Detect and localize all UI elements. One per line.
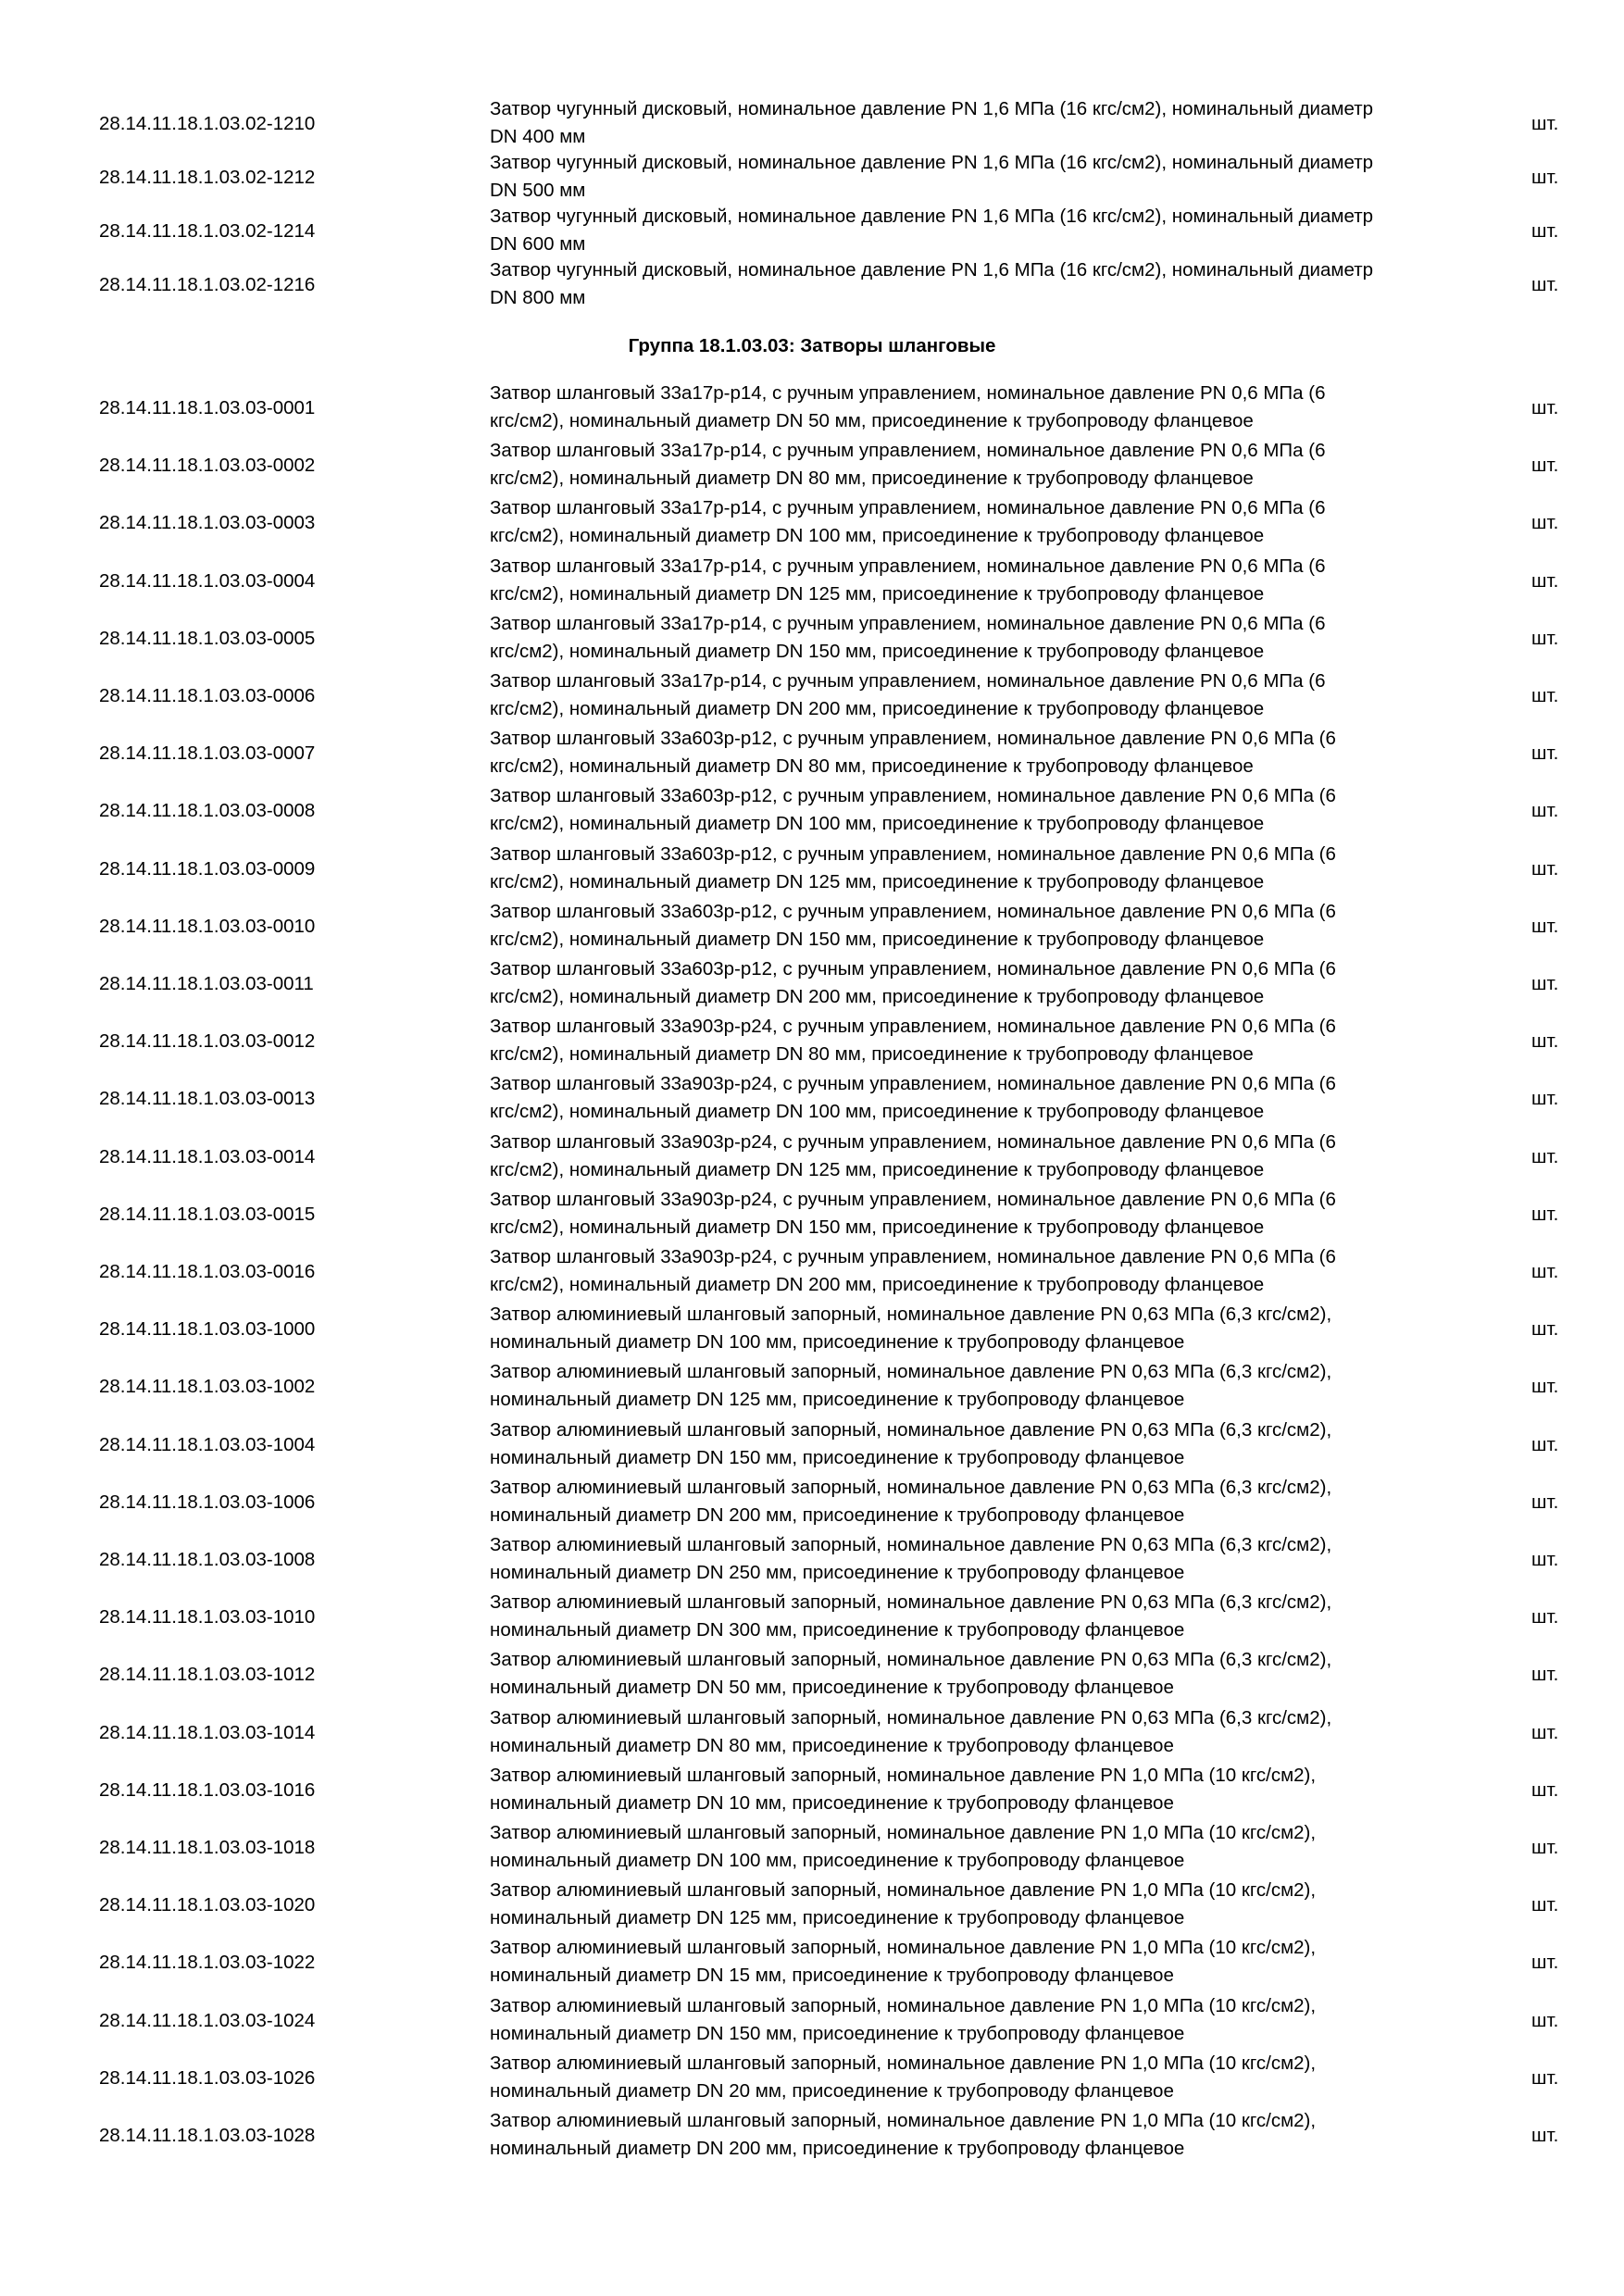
description-line-2: кгс/см2), номинальный диаметр DN 80 мм, присоединение к трубопроводу фланцевое — [490, 755, 1254, 778]
unit-of-measure: шт. — [1531, 1376, 1559, 1398]
description-line-1: Затвор шланговый 33а603р-р12, с ручным управлением, номинальное давление PN 0,6 МПа (6 — [490, 785, 1336, 807]
unit-of-measure: шт. — [1531, 569, 1559, 592]
unit-of-measure: шт. — [1531, 1261, 1559, 1282]
unit-of-measure: шт. — [1531, 1145, 1559, 1167]
resource-code: 28.14.11.18.1.03.03-0013 — [99, 1088, 316, 1110]
unit-of-measure: шт. — [1531, 113, 1559, 134]
unit-of-measure: шт. — [1531, 1030, 1559, 1053]
description-line-2: кгс/см2), номинальный диаметр DN 150 мм, присоединение к трубопроводу фланцевое — [490, 928, 1265, 950]
resource-code: 28.14.11.18.1.03.03-0008 — [99, 800, 316, 822]
resource-code: 28.14.11.18.1.03.03-0014 — [99, 1145, 316, 1167]
description-line-1: Затвор чугунный дисковый, номинальное давление PN 1,6 МПа (16 кгс/см2), номинальный диаметр — [490, 259, 1374, 281]
description-line-1: Затвор алюминиевый шланговый запорный, номинальное давление PN 0,63 МПа (6,3 кгс/см2), — [490, 1534, 1332, 1555]
resource-code: 28.14.11.18.1.03.03-0016 — [99, 1261, 316, 1282]
table-row — [0, 1877, 1624, 1934]
table-row — [0, 1243, 1624, 1301]
resource-code: 28.14.11.18.1.03.03-1016 — [99, 1778, 316, 1801]
unit-of-measure: шт. — [1531, 1549, 1559, 1570]
description-line-2: кгс/см2), номинальный диаметр DN 100 мм, присоединение к трубопроводу фланцевое — [490, 525, 1265, 547]
description-line-2: кгс/см2), номинальный диаметр DN 125 мм, присоединение к трубопроводу фланцевое — [490, 1158, 1265, 1180]
description-line-1: Затвор чугунный дисковый, номинальное давление PN 1,6 МПа (16 кгс/см2), номинальный диаметр — [490, 206, 1374, 227]
resource-code: 28.14.11.18.1.03.02-1214 — [99, 220, 316, 242]
description-line-1: Затвор шланговый 33а17р-р14, с ручным управлением, номинальное давление PN 0,6 МПа (6 — [490, 612, 1326, 634]
unit-of-measure: шт. — [1531, 1837, 1559, 1858]
description-line-2: номинальный диаметр DN 15 мм, присоединение к трубопроводу фланцевое — [490, 1965, 1174, 1987]
resource-description — [490, 782, 1434, 840]
description-line-2: кгс/см2), номинальный диаметр DN 125 мм, присоединение к трубопроводу фланцевое — [490, 870, 1265, 892]
resource-code: 28.14.11.18.1.03.02-1212 — [99, 167, 316, 188]
description-line-1: Затвор шланговый 33а603р-р12, с ручным управлением, номинальное давление PN 0,6 МПа (6 — [490, 728, 1336, 750]
resource-description — [490, 1186, 1434, 1243]
description-line-1: Затвор алюминиевый шланговый запорный, номинальное давление PN 1,0 МПа (10 кгс/см2), — [490, 2110, 1317, 2131]
description-line-1: Затвор алюминиевый шланговый запорный, номинальное давление PN 0,63 МПа (6,3 кгс/см2), — [490, 1649, 1332, 1671]
description-line-2: номинальный диаметр DN 200 мм, присоединение к трубопроводу фланцевое — [490, 2138, 1185, 2159]
table-row — [0, 1992, 1624, 2050]
resource-code: 28.14.11.18.1.03.03-1004 — [99, 1433, 316, 1455]
resource-description — [490, 1934, 1434, 1991]
resource-description — [490, 1819, 1434, 1877]
table-row — [0, 841, 1624, 898]
description-line-1: Затвор чугунный дисковый, номинальное давление PN 1,6 МПа (16 кгс/см2), номинальный диаметр — [490, 98, 1374, 119]
unit-of-measure: шт. — [1531, 455, 1559, 477]
resource-code: 28.14.11.18.1.03.03-0002 — [99, 455, 316, 477]
description-line-1: Затвор шланговый 33а17р-р14, с ручным управлением, номинальное давление PN 0,6 МПа (6 — [490, 555, 1326, 577]
resource-description — [490, 1704, 1434, 1762]
resource-code: 28.14.11.18.1.03.03-0012 — [99, 1030, 316, 1053]
description-line-2: DN 600 мм — [490, 233, 586, 255]
unit-of-measure: шт. — [1531, 512, 1559, 534]
description-line-1: Затвор шланговый 33а17р-р14, с ручным управлением, номинальное давление PN 0,6 МПа (6 — [490, 440, 1326, 462]
unit-of-measure: шт. — [1531, 1318, 1559, 1341]
table-row — [0, 1934, 1624, 1991]
unit-of-measure: шт. — [1531, 1664, 1559, 1686]
description-line-2: кгс/см2), номинальный диаметр DN 125 мм, присоединение к трубопроводу фланцевое — [490, 582, 1265, 605]
unit-of-measure: шт. — [1531, 1721, 1559, 1743]
description-line-2: кгс/см2), номинальный диаметр DN 80 мм, присоединение к трубопроводу фланцевое — [490, 1043, 1254, 1066]
resource-code: 28.14.11.18.1.03.03-0001 — [99, 397, 316, 418]
resource-description — [490, 2050, 1434, 2107]
resource-description — [490, 1531, 1434, 1589]
description-line-2: кгс/см2), номинальный диаметр DN 200 мм, присоединение к трубопроводу фланцевое — [490, 698, 1265, 719]
description-line-2: номинальный диаметр DN 200 мм, присоединение к трубопроводу фланцевое — [490, 1504, 1185, 1526]
unit-of-measure: шт. — [1531, 274, 1559, 295]
unit-of-measure: шт. — [1531, 397, 1559, 418]
resource-description — [490, 494, 1434, 552]
resource-code: 28.14.11.18.1.03.03-0003 — [99, 512, 316, 534]
resource-description — [490, 1243, 1434, 1301]
description-line-1: Затвор алюминиевый шланговый запорный, номинальное давление PN 1,0 МПа (10 кгс/см2), — [490, 1937, 1317, 1959]
description-line-1: Затвор алюминиевый шланговый запорный, номинальное давление PN 0,63 МПа (6,3 кгс/см2), — [490, 1591, 1332, 1614]
resource-description — [490, 1877, 1434, 1934]
description-line-1: Затвор алюминиевый шланговый запорный, номинальное давление PN 1,0 МПа (10 кгс/см2), — [490, 2052, 1317, 2074]
description-line-2: номинальный диаметр DN 80 мм, присоединение к трубопроводу фланцевое — [490, 1734, 1174, 1756]
description-line-2: DN 400 мм — [490, 126, 586, 147]
table-row — [0, 1129, 1624, 1186]
table-row — [0, 955, 1624, 1013]
resource-code: 28.14.11.18.1.03.03-0009 — [99, 857, 316, 880]
table-row — [0, 380, 1624, 437]
resource-code: 28.14.11.18.1.03.03-1000 — [99, 1318, 316, 1341]
resource-description — [490, 256, 1434, 314]
table-row — [0, 437, 1624, 494]
description-line-1: Затвор алюминиевый шланговый запорный, номинальное давление PN 0,63 МПа (6,3 кгс/см2), — [490, 1304, 1332, 1326]
table-row — [0, 782, 1624, 840]
unit-of-measure: шт. — [1531, 742, 1559, 765]
table-row — [0, 149, 1624, 206]
resource-code: 28.14.11.18.1.03.02-1216 — [99, 274, 316, 295]
description-line-1: Затвор шланговый 33а17р-р14, с ручным управлением, номинальное давление PN 0,6 МПа (6 — [490, 497, 1326, 519]
resource-description — [490, 1129, 1434, 1186]
description-line-1: Затвор алюминиевый шланговый запорный, номинальное давление PN 0,63 МПа (6,3 кгс/см2), — [490, 1706, 1332, 1728]
resource-code: 28.14.11.18.1.03.03-0007 — [99, 742, 316, 765]
description-line-1: Затвор шланговый 33а17р-р14, с ручным управлением, номинальное давление PN 0,6 МПа (6 — [490, 670, 1326, 692]
description-line-2: номинальный диаметр DN 300 мм, присоединение к трубопроводу фланцевое — [490, 1619, 1185, 1641]
unit-of-measure: шт. — [1531, 627, 1559, 649]
description-line-1: Затвор шланговый 33а903р-р24, с ручным управлением, номинальное давление PN 0,6 МПа (6 — [490, 1246, 1336, 1267]
table-row — [0, 1474, 1624, 1531]
table-row — [0, 1070, 1624, 1128]
resource-code: 28.14.11.18.1.03.02-1210 — [99, 113, 316, 134]
unit-of-measure: шт. — [1531, 1894, 1559, 1916]
table-row — [0, 668, 1624, 725]
resource-code: 28.14.11.18.1.03.03-1028 — [99, 2125, 316, 2146]
unit-of-measure: шт. — [1531, 685, 1559, 706]
resource-description — [490, 437, 1434, 494]
resource-code: 28.14.11.18.1.03.03-1018 — [99, 1837, 316, 1858]
resource-description — [490, 955, 1434, 1013]
description-line-2: номинальный диаметр DN 150 мм, присоединение к трубопроводу фланцевое — [490, 1446, 1185, 1468]
resource-description — [490, 1474, 1434, 1531]
description-line-2: номинальный диаметр DN 100 мм, присоединение к трубопроводу фланцевое — [490, 1850, 1185, 1871]
resource-code: 28.14.11.18.1.03.03-1024 — [99, 2009, 316, 2031]
table-row — [0, 1013, 1624, 1070]
unit-of-measure: шт. — [1531, 1491, 1559, 1513]
resource-code: 28.14.11.18.1.03.03-0006 — [99, 685, 316, 706]
description-line-2: номинальный диаметр DN 125 мм, присоединение к трубопроводу фланцевое — [490, 1389, 1185, 1411]
description-line-2: номинальный диаметр DN 125 мм, присоединение к трубопроводу фланцевое — [490, 1907, 1185, 1929]
resource-description — [490, 898, 1434, 955]
resource-code: 28.14.11.18.1.03.03-0015 — [99, 1203, 316, 1225]
resource-description — [490, 1646, 1434, 1703]
description-line-2: номинальный диаметр DN 50 мм, присоединение к трубопроводу фланцевое — [490, 1677, 1174, 1699]
unit-of-measure: шт. — [1531, 2066, 1559, 2089]
resource-code: 28.14.11.18.1.03.03-1020 — [99, 1894, 316, 1916]
unit-of-measure: шт. — [1531, 2125, 1559, 2146]
resource-description — [490, 203, 1434, 260]
description-line-1: Затвор алюминиевый шланговый запорный, номинальное давление PN 1,0 МПа (10 кгс/см2), — [490, 1994, 1317, 2016]
table-row — [0, 898, 1624, 955]
description-line-2: кгс/см2), номинальный диаметр DN 80 мм, присоединение к трубопроводу фланцевое — [490, 468, 1254, 490]
resource-description — [490, 1416, 1434, 1474]
unit-of-measure: шт. — [1531, 1433, 1559, 1455]
table-row — [0, 725, 1624, 782]
table-row — [0, 610, 1624, 668]
resource-description — [490, 1589, 1434, 1646]
resource-description — [490, 95, 1434, 153]
description-line-1: Затвор шланговый 33а17р-р14, с ручным управлением, номинальное давление PN 0,6 МПа (6 — [490, 382, 1326, 404]
resource-description — [490, 1070, 1434, 1128]
resource-code: 28.14.11.18.1.03.03-0005 — [99, 627, 316, 649]
resource-description — [490, 610, 1434, 668]
resource-description — [490, 1358, 1434, 1416]
description-line-1: Затвор шланговый 33а603р-р12, с ручным управлением, номинальное давление PN 0,6 МПа (6 — [490, 958, 1336, 980]
description-line-1: Затвор шланговый 33а903р-р24, с ручным управлением, номинальное давление PN 0,6 МПа (6 — [490, 1130, 1336, 1153]
group-heading: Группа 18.1.03.03: Затворы шланговые — [628, 335, 996, 356]
unit-of-measure: шт. — [1531, 1088, 1559, 1110]
unit-of-measure: шт. — [1531, 1606, 1559, 1628]
description-line-2: номинальный диаметр DN 150 мм, присоединение к трубопроводу фланцевое — [490, 2022, 1185, 2044]
description-line-1: Затвор алюминиевый шланговый запорный, номинальное давление PN 1,0 МПа (10 кгс/см2), — [490, 1822, 1317, 1843]
resource-description — [490, 380, 1434, 437]
table-row — [0, 256, 1624, 314]
table-row — [0, 1704, 1624, 1762]
table-row — [0, 494, 1624, 552]
description-line-2: номинальный диаметр DN 250 мм, присоединение к трубопроводу фланцевое — [490, 1562, 1185, 1583]
unit-of-measure: шт. — [1531, 973, 1559, 994]
resource-description — [490, 668, 1434, 725]
unit-of-measure: шт. — [1531, 800, 1559, 822]
resource-description — [490, 1762, 1434, 1819]
table-row — [0, 203, 1624, 260]
unit-of-measure: шт. — [1531, 167, 1559, 188]
table-row — [0, 553, 1624, 610]
resource-description — [490, 725, 1434, 782]
description-line-2: кгс/см2), номинальный диаметр DN 100 мм, присоединение к трубопроводу фланцевое — [490, 1101, 1265, 1123]
description-line-2: кгс/см2), номинальный диаметр DN 200 мм, присоединение к трубопроводу фланцевое — [490, 986, 1265, 1007]
description-line-1: Затвор алюминиевый шланговый запорный, номинальное давление PN 0,63 МПа (6,3 кгс/см2), — [490, 1418, 1332, 1441]
table-row — [0, 1186, 1624, 1243]
unit-of-measure: шт. — [1531, 2009, 1559, 2031]
description-line-1: Затвор алюминиевый шланговый запорный, номинальное давление PN 1,0 МПа (10 кгс/см2), — [490, 1879, 1317, 1902]
description-line-1: Затвор чугунный дисковый, номинальное давление PN 1,6 МПа (16 кгс/см2), номинальный диаметр — [490, 152, 1374, 173]
table-row — [0, 1416, 1624, 1474]
resource-code: 28.14.11.18.1.03.03-0010 — [99, 915, 316, 937]
description-line-2: DN 800 мм — [490, 287, 586, 308]
description-line-1: Затвор шланговый 33а903р-р24, с ручным управлением, номинальное давление PN 0,6 МПа (6 — [490, 1016, 1336, 1038]
table-row — [0, 1646, 1624, 1703]
table-row — [0, 1358, 1624, 1416]
table-row — [0, 2050, 1624, 2107]
unit-of-measure: шт. — [1531, 857, 1559, 880]
resource-code: 28.14.11.18.1.03.03-1014 — [99, 1721, 316, 1743]
description-line-2: кгс/см2), номинальный диаметр DN 150 мм, присоединение к трубопроводу фланцевое — [490, 1216, 1265, 1238]
description-line-1: Затвор алюминиевый шланговый запорный, номинальное давление PN 0,63 МПа (6,3 кгс/см2), — [490, 1476, 1332, 1498]
description-line-1: Затвор алюминиевый шланговый запорный, номинальное давление PN 1,0 МПа (10 кгс/см2), — [490, 1764, 1317, 1786]
unit-of-measure: шт. — [1531, 1778, 1559, 1801]
resource-description — [490, 553, 1434, 610]
resource-description — [490, 1013, 1434, 1070]
resource-code: 28.14.11.18.1.03.03-1002 — [99, 1376, 316, 1398]
resource-code: 28.14.11.18.1.03.03-1006 — [99, 1491, 316, 1513]
resource-description — [490, 1301, 1434, 1358]
description-line-2: номинальный диаметр DN 100 мм, присоединение к трубопроводу фланцевое — [490, 1331, 1185, 1354]
description-line-1: Затвор шланговый 33а903р-р24, с ручным управлением, номинальное давление PN 0,6 МПа (6 — [490, 1073, 1336, 1095]
resource-code: 28.14.11.18.1.03.03-1022 — [99, 1952, 316, 1974]
table-row — [0, 1819, 1624, 1877]
resource-description — [490, 1992, 1434, 2050]
table-row — [0, 1301, 1624, 1358]
resource-code: 28.14.11.18.1.03.03-0011 — [99, 973, 314, 994]
description-line-1: Затвор шланговый 33а903р-р24, с ручным управлением, номинальное давление PN 0,6 МПа (6 — [490, 1188, 1336, 1210]
resource-code: 28.14.11.18.1.03.03-0004 — [99, 569, 316, 592]
description-line-2: номинальный диаметр DN 10 мм, присоединение к трубопроводу фланцевое — [490, 1791, 1174, 1814]
unit-of-measure: шт. — [1531, 220, 1559, 242]
resource-code: 28.14.11.18.1.03.03-1026 — [99, 2066, 316, 2089]
description-line-2: кгс/см2), номинальный диаметр DN 100 мм, присоединение к трубопроводу фланцевое — [490, 813, 1265, 835]
description-line-2: кгс/см2), номинальный диаметр DN 50 мм, присоединение к трубопроводу фланцевое — [490, 410, 1254, 431]
description-line-2: кгс/см2), номинальный диаметр DN 200 мм, присоединение к трубопроводу фланцевое — [490, 1274, 1265, 1295]
table-row — [0, 1762, 1624, 1819]
description-line-2: кгс/см2), номинальный диаметр DN 150 мм, присоединение к трубопроводу фланцевое — [490, 640, 1265, 662]
table-row — [0, 2107, 1624, 2165]
description-line-2: номинальный диаметр DN 20 мм, присоединение к трубопроводу фланцевое — [490, 2079, 1174, 2102]
resource-code: 28.14.11.18.1.03.03-1010 — [99, 1606, 316, 1628]
resource-description — [490, 149, 1434, 206]
unit-of-measure: шт. — [1531, 1952, 1559, 1974]
resource-code: 28.14.11.18.1.03.03-1008 — [99, 1549, 316, 1570]
resource-description — [490, 841, 1434, 898]
description-line-1: Затвор алюминиевый шланговый запорный, номинальное давление PN 0,63 МПа (6,3 кгс/см2), — [490, 1361, 1332, 1383]
unit-of-measure: шт. — [1531, 1203, 1559, 1225]
description-line-1: Затвор шланговый 33а603р-р12, с ручным управлением, номинальное давление PN 0,6 МПа (6 — [490, 842, 1336, 865]
description-line-1: Затвор шланговый 33а603р-р12, с ручным управлением, номинальное давление PN 0,6 МПа (6 — [490, 900, 1336, 922]
table-row — [0, 1589, 1624, 1646]
table-row — [0, 95, 1624, 153]
resource-description — [490, 2107, 1434, 2165]
description-line-2: DN 500 мм — [490, 180, 586, 201]
table-row — [0, 1531, 1624, 1589]
resource-code: 28.14.11.18.1.03.03-1012 — [99, 1664, 316, 1686]
unit-of-measure: шт. — [1531, 915, 1559, 937]
